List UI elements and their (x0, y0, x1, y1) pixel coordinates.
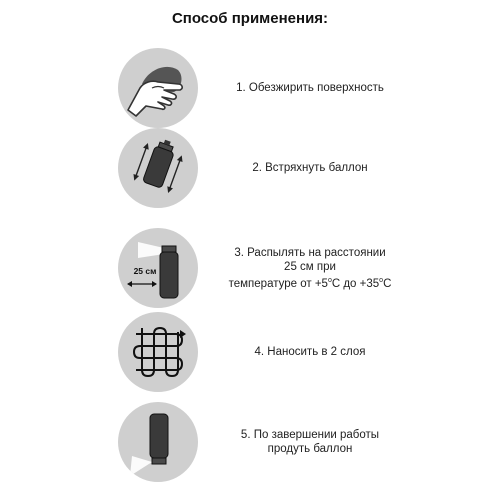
hand-wiping-icon (118, 48, 198, 128)
spray-distance-icon (118, 228, 198, 308)
temp-from-text: температуре от +5 (228, 277, 328, 290)
temp-unit-text: C (383, 277, 392, 290)
step-2-text: 2. Встряхнуть баллон (252, 162, 368, 174)
temp-to-text: C до +35 (331, 277, 380, 290)
step-3-text-line-2: 25 см при (284, 261, 336, 273)
layers-pattern-icon (118, 312, 198, 392)
shake-can-icon (118, 128, 198, 208)
step-3-text-line-3 (215, 274, 405, 291)
degree-sign: o (327, 277, 332, 284)
distance-label: 25 см (133, 266, 157, 276)
step-4 (0, 312, 500, 392)
step-3-text-line-1: 3. Распылять на расстоянии (234, 247, 386, 259)
purge-can-icon (118, 402, 198, 482)
step-5-text-line-2: продуть баллон (267, 443, 353, 455)
step-2 (0, 128, 500, 208)
step-4-text: 4. Наносить в 2 слоя (254, 346, 366, 358)
page-title: Способ применения: (171, 10, 329, 27)
step-5 (0, 402, 500, 482)
degree-sign-2: o (379, 277, 384, 284)
step-1 (0, 48, 500, 128)
step-3 (0, 228, 500, 308)
step-1-text: 1. Обезжирить поверхность (236, 82, 384, 94)
step-5-text-line-1: 5. По завершении работы (240, 429, 380, 441)
